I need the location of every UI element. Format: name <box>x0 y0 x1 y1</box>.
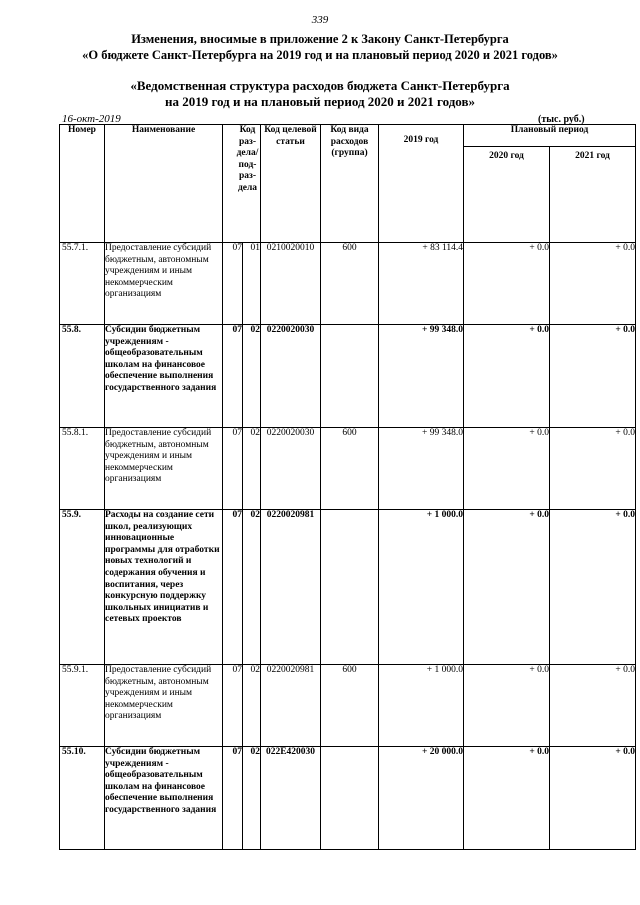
row-section: 07 <box>223 747 243 850</box>
row-subsection: 02 <box>243 510 261 665</box>
row-2021: + 0.0 <box>550 325 636 428</box>
row-name: Предоставление субсидий бюджетным, автономным учреждениям и иным некоммерческим организациям <box>105 665 223 747</box>
row-2021: + 0.0 <box>550 747 636 850</box>
row-section: 07 <box>223 325 243 428</box>
row-name: Предоставление субсидий бюджетным, автономным учреждениям и иным некоммерческим организациям <box>105 243 223 325</box>
row-target-code: 0220020981 <box>261 510 321 665</box>
header-target-code: Код целевой статьи <box>261 125 321 243</box>
row-section: 07 <box>223 510 243 665</box>
table-row <box>60 428 636 510</box>
row-name: Субсидии бюджетным учреждениям - общеобразовательным школам на финансовое обеспечение выполнения государственного задания <box>105 747 223 850</box>
row-2020: + 0.0 <box>464 243 550 325</box>
table-row <box>60 747 636 850</box>
row-2020: + 0.0 <box>464 510 550 665</box>
row-target-code: 0220020981 <box>261 665 321 747</box>
law-title: «О бюджете Санкт-Петербурга на 2019 год и на плановый период 2020 и 2021 годов» <box>82 48 558 62</box>
row-subsection: 02 <box>243 325 261 428</box>
row-target-code: 0220020030 <box>261 428 321 510</box>
row-subsection: 02 <box>243 665 261 747</box>
header-kind-code: Код вида расходов (группа) <box>321 125 379 243</box>
table-row <box>60 325 636 428</box>
row-2019: + 83 114.4 <box>379 243 464 325</box>
row-number: 55.10. <box>60 747 105 850</box>
row-2021: + 0.0 <box>550 428 636 510</box>
row-target-code: 0220020030 <box>261 325 321 428</box>
row-2019: + 1 000.0 <box>379 665 464 747</box>
row-number: 55.9.1. <box>60 665 105 747</box>
row-name: Расходы на создание сети школ, реализующих инновационные программы для отработки новых технологий и содержания обучения и воспитания, через конкурсную поддержку школьных инициатив и сетевых проектов <box>105 510 223 665</box>
row-section: 07 <box>223 428 243 510</box>
header-number: Номер <box>60 125 105 243</box>
structure-title: «Ведомственная структура расходов бюджета Санкт-Петербурга <box>130 78 510 93</box>
amendment-title: Изменения, вносимые в приложение 2 к Закону Санкт-Петербурга <box>131 32 509 46</box>
header-2021: 2021 год <box>550 147 636 243</box>
row-2019: + 1 000.0 <box>379 510 464 665</box>
row-2019: + 99 348.0 <box>379 428 464 510</box>
row-2019: + 99 348.0 <box>379 325 464 428</box>
row-target-code: 022E420030 <box>261 747 321 850</box>
header-section-code: Код раз-дела/ под-раз-дела <box>223 125 261 243</box>
row-2020: + 0.0 <box>464 665 550 747</box>
row-subsection: 01 <box>243 243 261 325</box>
row-number: 55.7.1. <box>60 243 105 325</box>
row-2019: + 20 000.0 <box>379 747 464 850</box>
row-2020: + 0.0 <box>464 428 550 510</box>
header-planned-period: Плановый период <box>464 125 636 147</box>
budget-table <box>59 124 636 850</box>
row-number: 55.9. <box>60 510 105 665</box>
table-row <box>60 243 636 325</box>
row-kind-code: 600 <box>321 428 379 510</box>
units-label: (тыс. руб.) <box>538 114 585 125</box>
row-target-code: 0210020010 <box>261 243 321 325</box>
row-2021: + 0.0 <box>550 243 636 325</box>
row-kind-code: 600 <box>321 243 379 325</box>
row-kind-code <box>321 747 379 850</box>
row-kind-code <box>321 510 379 665</box>
page-number: 339 <box>311 14 329 26</box>
row-subsection: 02 <box>243 428 261 510</box>
header-2019: 2019 год <box>379 125 464 243</box>
row-number: 55.8.1. <box>60 428 105 510</box>
row-subsection: 02 <box>243 747 261 850</box>
structure-period: на 2019 год и на плановый период 2020 и 2021 годов» <box>164 94 475 109</box>
row-name: Предоставление субсидий бюджетным, автономным учреждениям и иным некоммерческим организациям <box>105 428 223 510</box>
document-date: 16-окт-2019 <box>62 113 121 125</box>
row-section: 07 <box>223 665 243 747</box>
header-2020: 2020 год <box>464 147 550 243</box>
table-row <box>60 510 636 665</box>
table-row <box>60 665 636 747</box>
row-kind-code <box>321 325 379 428</box>
row-name: Субсидии бюджетным учреждениям - общеобразовательным школам на финансовое обеспечение выполнения государственного задания <box>105 325 223 428</box>
row-kind-code: 600 <box>321 665 379 747</box>
row-2020: + 0.0 <box>464 747 550 850</box>
row-2021: + 0.0 <box>550 665 636 747</box>
row-number: 55.8. <box>60 325 105 428</box>
row-section: 07 <box>223 243 243 325</box>
row-2021: + 0.0 <box>550 510 636 665</box>
header-name: Наименование <box>105 125 223 243</box>
row-2020: + 0.0 <box>464 325 550 428</box>
